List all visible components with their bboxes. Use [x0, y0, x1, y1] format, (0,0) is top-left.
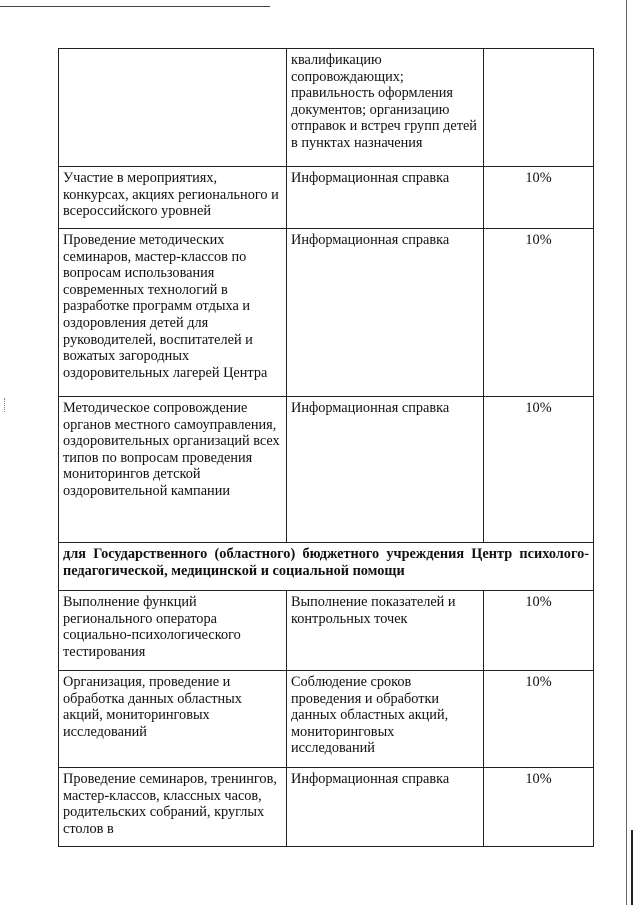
- percent-cell: 10%: [484, 591, 594, 671]
- activity-cell: Проведение методических семинаров, мастер-классов по вопросам использования современных технологий в разработке программ отдыха и оздоровления детей для руководителей, воспитателей и вожатых загородных оздоровительных лагерей Центра: [59, 229, 287, 397]
- section-heading: для Государственного (областного) бюджетного учреждения Центр психолого-педагогической, медицинской и социальной помощи: [59, 543, 594, 591]
- activity-cell: Участие в мероприятиях, конкурсах, акциях регионального и всероссийского уровней: [59, 167, 287, 229]
- table-row: [59, 591, 594, 671]
- section-heading-row: [59, 543, 594, 591]
- report-form-cell: Информационная справка: [287, 167, 484, 229]
- report-form-cell: Соблюдение сроков проведения и обработки данных областных акций, мониторинговых исследований: [287, 671, 484, 768]
- page-edge-line: [626, 0, 627, 905]
- activity-cell: Проведение семинаров, тренингов, мастер-классов, классных часов, родительских собраний, круглых столов в: [59, 768, 287, 847]
- table-row: [59, 671, 594, 768]
- table-row: [59, 167, 594, 229]
- criteria-table: [58, 48, 594, 847]
- percent-cell: 10%: [484, 167, 594, 229]
- margin-mark: [4, 398, 7, 412]
- page-edge-shadow: [631, 830, 633, 905]
- table-row: [59, 229, 594, 397]
- percent-cell: [484, 49, 594, 167]
- activity-cell: Выполнение функций регионального оператора социально-психологического тестирования: [59, 591, 287, 671]
- report-form-cell: Информационная справка: [287, 768, 484, 847]
- report-form-cell: Информационная справка: [287, 229, 484, 397]
- percent-cell: 10%: [484, 768, 594, 847]
- percent-cell: 10%: [484, 397, 594, 543]
- activity-cell: Организация, проведение и обработка данных областных акций, мониторинговых исследований: [59, 671, 287, 768]
- table-row: [59, 397, 594, 543]
- activity-cell: Методическое сопровождение органов местного самоуправления, оздоровительных организаций всех типов по вопросам проведения мониторингов детской оздоровительной кампании: [59, 397, 287, 543]
- report-form-cell: Выполнение показателей и контрольных точек: [287, 591, 484, 671]
- header-rule: [0, 6, 270, 7]
- report-form-cell: квалификацию сопровождающих; правильность оформления документов; организацию отправок и встреч групп детей в пунктах назначения: [287, 49, 484, 167]
- table-row: [59, 49, 594, 167]
- activity-cell: [59, 49, 287, 167]
- table-row: [59, 768, 594, 847]
- percent-cell: 10%: [484, 229, 594, 397]
- percent-cell: 10%: [484, 671, 594, 768]
- report-form-cell: Информационная справка: [287, 397, 484, 543]
